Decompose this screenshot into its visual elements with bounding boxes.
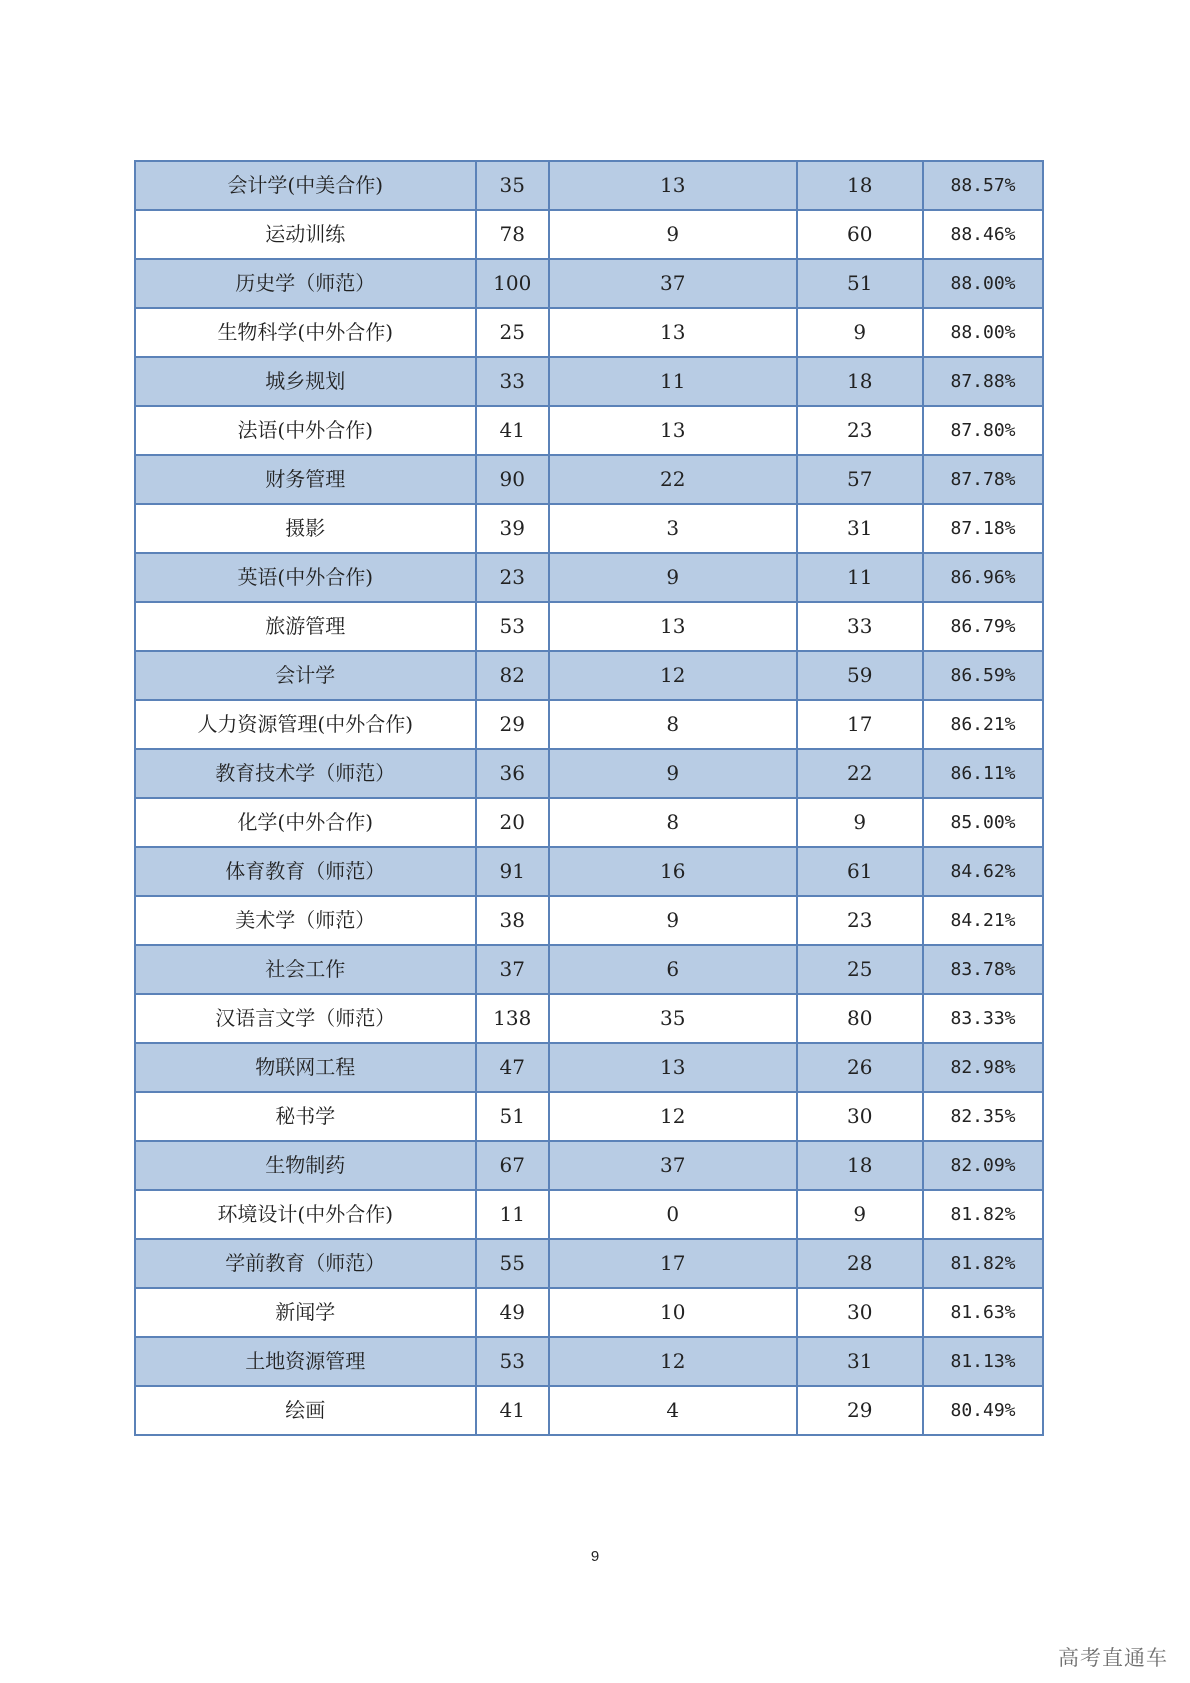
table-row <box>135 1092 1043 1141</box>
rate-cell: 82.09% <box>923 1141 1043 1190</box>
total-count-cell: 53 <box>476 602 550 651</box>
total-count-cell: 47 <box>476 1043 550 1092</box>
major-name-cell: 运动训练 <box>135 210 476 259</box>
table-row <box>135 357 1043 406</box>
table-row <box>135 1141 1043 1190</box>
major-name-cell: 汉语言文学（师范） <box>135 994 476 1043</box>
table-row <box>135 406 1043 455</box>
count-c-cell: 23 <box>797 896 923 945</box>
count-b-cell: 9 <box>549 553 797 602</box>
count-b-cell: 37 <box>549 1141 797 1190</box>
watermark-text: 高考直通车 <box>1058 1646 1168 1670</box>
table-row <box>135 1043 1043 1092</box>
rate-cell: 88.57% <box>923 161 1043 210</box>
table-body <box>135 161 1043 1435</box>
count-c-cell: 59 <box>797 651 923 700</box>
count-c-cell: 29 <box>797 1386 923 1435</box>
total-count-cell: 39 <box>476 504 550 553</box>
count-b-cell: 37 <box>549 259 797 308</box>
table-row <box>135 553 1043 602</box>
total-count-cell: 91 <box>476 847 550 896</box>
count-c-cell: 9 <box>797 798 923 847</box>
count-c-cell: 33 <box>797 602 923 651</box>
count-c-cell: 30 <box>797 1092 923 1141</box>
major-name-cell: 新闻学 <box>135 1288 476 1337</box>
total-count-cell: 36 <box>476 749 550 798</box>
table-row <box>135 504 1043 553</box>
rate-cell: 87.78% <box>923 455 1043 504</box>
total-count-cell: 41 <box>476 1386 550 1435</box>
rate-cell: 88.00% <box>923 259 1043 308</box>
major-name-cell: 会计学 <box>135 651 476 700</box>
table-row <box>135 749 1043 798</box>
major-name-cell: 秘书学 <box>135 1092 476 1141</box>
table-row <box>135 455 1043 504</box>
rate-cell: 86.21% <box>923 700 1043 749</box>
count-b-cell: 16 <box>549 847 797 896</box>
count-c-cell: 17 <box>797 700 923 749</box>
count-b-cell: 0 <box>549 1190 797 1239</box>
major-name-cell: 化学(中外合作) <box>135 798 476 847</box>
table-row <box>135 1337 1043 1386</box>
table-row <box>135 1386 1043 1435</box>
major-name-cell: 法语(中外合作) <box>135 406 476 455</box>
table-row <box>135 896 1043 945</box>
count-b-cell: 12 <box>549 1337 797 1386</box>
table-row <box>135 161 1043 210</box>
total-count-cell: 23 <box>476 553 550 602</box>
rate-cell: 82.35% <box>923 1092 1043 1141</box>
count-b-cell: 3 <box>549 504 797 553</box>
count-c-cell: 80 <box>797 994 923 1043</box>
rate-cell: 81.13% <box>923 1337 1043 1386</box>
table-row <box>135 210 1043 259</box>
total-count-cell: 35 <box>476 161 550 210</box>
total-count-cell: 20 <box>476 798 550 847</box>
major-name-cell: 英语(中外合作) <box>135 553 476 602</box>
count-c-cell: 60 <box>797 210 923 259</box>
rate-cell: 88.00% <box>923 308 1043 357</box>
major-name-cell: 会计学(中美合作) <box>135 161 476 210</box>
rate-cell: 81.82% <box>923 1239 1043 1288</box>
count-c-cell: 11 <box>797 553 923 602</box>
total-count-cell: 11 <box>476 1190 550 1239</box>
table-row <box>135 700 1043 749</box>
major-name-cell: 体育教育（师范） <box>135 847 476 896</box>
count-c-cell: 22 <box>797 749 923 798</box>
rate-cell: 86.79% <box>923 602 1043 651</box>
rate-cell: 85.00% <box>923 798 1043 847</box>
count-c-cell: 18 <box>797 161 923 210</box>
major-name-cell: 摄影 <box>135 504 476 553</box>
major-name-cell: 土地资源管理 <box>135 1337 476 1386</box>
count-c-cell: 23 <box>797 406 923 455</box>
major-name-cell: 生物制药 <box>135 1141 476 1190</box>
total-count-cell: 82 <box>476 651 550 700</box>
count-b-cell: 8 <box>549 798 797 847</box>
total-count-cell: 78 <box>476 210 550 259</box>
rate-cell: 87.80% <box>923 406 1043 455</box>
total-count-cell: 38 <box>476 896 550 945</box>
rate-cell: 86.11% <box>923 749 1043 798</box>
total-count-cell: 29 <box>476 700 550 749</box>
total-count-cell: 53 <box>476 1337 550 1386</box>
total-count-cell: 67 <box>476 1141 550 1190</box>
rate-cell: 83.78% <box>923 945 1043 994</box>
count-c-cell: 61 <box>797 847 923 896</box>
major-name-cell: 财务管理 <box>135 455 476 504</box>
count-c-cell: 9 <box>797 1190 923 1239</box>
count-b-cell: 11 <box>549 357 797 406</box>
table-row <box>135 308 1043 357</box>
rate-cell: 81.63% <box>923 1288 1043 1337</box>
table-row <box>135 602 1043 651</box>
major-name-cell: 物联网工程 <box>135 1043 476 1092</box>
rate-cell: 87.18% <box>923 504 1043 553</box>
count-b-cell: 10 <box>549 1288 797 1337</box>
total-count-cell: 33 <box>476 357 550 406</box>
total-count-cell: 37 <box>476 945 550 994</box>
rate-cell: 82.98% <box>923 1043 1043 1092</box>
total-count-cell: 90 <box>476 455 550 504</box>
rate-cell: 84.62% <box>923 847 1043 896</box>
count-c-cell: 28 <box>797 1239 923 1288</box>
total-count-cell: 55 <box>476 1239 550 1288</box>
count-b-cell: 8 <box>549 700 797 749</box>
total-count-cell: 138 <box>476 994 550 1043</box>
count-c-cell: 9 <box>797 308 923 357</box>
total-count-cell: 51 <box>476 1092 550 1141</box>
table-row <box>135 945 1043 994</box>
count-b-cell: 17 <box>549 1239 797 1288</box>
count-b-cell: 9 <box>549 749 797 798</box>
total-count-cell: 25 <box>476 308 550 357</box>
count-c-cell: 57 <box>797 455 923 504</box>
count-c-cell: 51 <box>797 259 923 308</box>
table-row <box>135 1288 1043 1337</box>
count-b-cell: 13 <box>549 308 797 357</box>
count-b-cell: 6 <box>549 945 797 994</box>
major-name-cell: 城乡规划 <box>135 357 476 406</box>
count-b-cell: 12 <box>549 1092 797 1141</box>
page-number: 9 <box>590 1548 600 1565</box>
major-name-cell: 旅游管理 <box>135 602 476 651</box>
major-name-cell: 教育技术学（师范） <box>135 749 476 798</box>
rate-cell: 84.21% <box>923 896 1043 945</box>
major-name-cell: 生物科学(中外合作) <box>135 308 476 357</box>
total-count-cell: 41 <box>476 406 550 455</box>
rate-cell: 81.82% <box>923 1190 1043 1239</box>
rate-cell: 86.96% <box>923 553 1043 602</box>
rate-cell: 83.33% <box>923 994 1043 1043</box>
table-row <box>135 259 1043 308</box>
count-c-cell: 25 <box>797 945 923 994</box>
table-row <box>135 847 1043 896</box>
count-c-cell: 18 <box>797 1141 923 1190</box>
major-statistics-table <box>134 160 1044 1436</box>
count-b-cell: 35 <box>549 994 797 1043</box>
count-c-cell: 18 <box>797 357 923 406</box>
table-row <box>135 651 1043 700</box>
major-name-cell: 社会工作 <box>135 945 476 994</box>
table-row <box>135 994 1043 1043</box>
major-name-cell: 环境设计(中外合作) <box>135 1190 476 1239</box>
major-name-cell: 绘画 <box>135 1386 476 1435</box>
major-name-cell: 学前教育（师范） <box>135 1239 476 1288</box>
count-b-cell: 9 <box>549 210 797 259</box>
count-c-cell: 31 <box>797 504 923 553</box>
rate-cell: 86.59% <box>923 651 1043 700</box>
count-c-cell: 30 <box>797 1288 923 1337</box>
count-b-cell: 4 <box>549 1386 797 1435</box>
count-b-cell: 13 <box>549 602 797 651</box>
total-count-cell: 100 <box>476 259 550 308</box>
count-b-cell: 13 <box>549 406 797 455</box>
count-c-cell: 26 <box>797 1043 923 1092</box>
count-b-cell: 13 <box>549 1043 797 1092</box>
major-name-cell: 历史学（师范） <box>135 259 476 308</box>
table-row <box>135 798 1043 847</box>
table-row <box>135 1190 1043 1239</box>
count-c-cell: 31 <box>797 1337 923 1386</box>
count-b-cell: 13 <box>549 161 797 210</box>
count-b-cell: 9 <box>549 896 797 945</box>
major-name-cell: 美术学（师范） <box>135 896 476 945</box>
total-count-cell: 49 <box>476 1288 550 1337</box>
count-b-cell: 12 <box>549 651 797 700</box>
rate-cell: 80.49% <box>923 1386 1043 1435</box>
rate-cell: 87.88% <box>923 357 1043 406</box>
rate-cell: 88.46% <box>923 210 1043 259</box>
table-row <box>135 1239 1043 1288</box>
count-b-cell: 22 <box>549 455 797 504</box>
major-name-cell: 人力资源管理(中外合作) <box>135 700 476 749</box>
